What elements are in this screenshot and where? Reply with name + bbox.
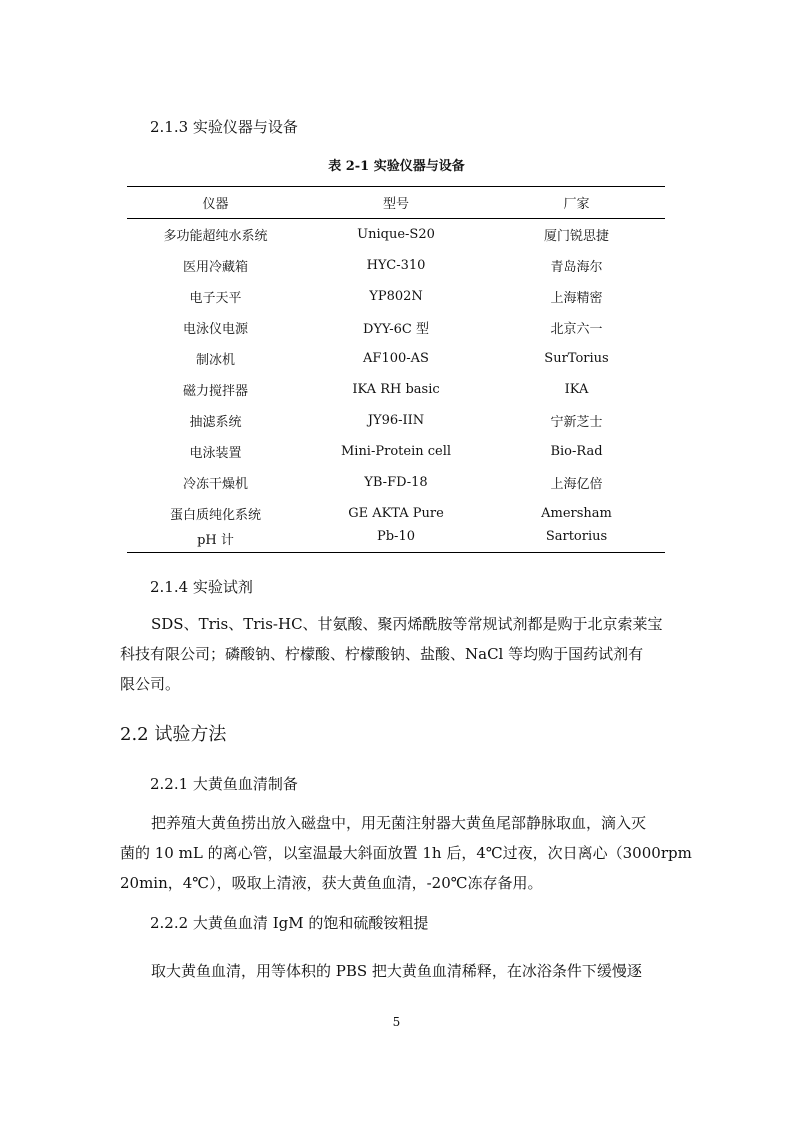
table-row: [127, 250, 665, 281]
serum-preparation-paragraph: [120, 808, 692, 898]
table-cell: DYY-6C 型: [363, 321, 429, 337]
table-cell: YP802N: [369, 288, 423, 304]
heading-2-1-3: 2.1.3 实验仪器与设备: [150, 118, 298, 136]
heading-2-1-4: 2.1.4 实验试剂: [150, 578, 253, 596]
table-cell: 电泳装置: [189, 445, 242, 461]
table-cell: 医用冷藏箱: [182, 259, 248, 275]
paragraph-line: 科技有限公司；磷酸钠、柠檬酸、柠檬酸钠、盐酸、NaCl 等均购于国药试剂有: [120, 645, 644, 663]
paragraph-line: 20min，4℃），吸取上清液，获大黄鱼血清，-20℃冻存备用。: [120, 874, 543, 892]
table-cell: SurTorius: [544, 350, 609, 366]
heading-2-2-2: 2.2.2 大黄鱼血清 IgM 的饱和硫酸铵粗提: [150, 914, 429, 932]
table-row: [127, 498, 665, 529]
paragraph-line: 取大黄鱼血清，用等体积的 PBS 把大黄鱼血清稀释，在冰浴条件下缓慢逐: [151, 962, 642, 980]
table-cell: AF100-AS: [363, 350, 429, 366]
table-cell: 上海亿倍: [550, 476, 603, 492]
table-row: [127, 374, 665, 405]
paragraph-line: SDS、Tris、Tris-HC、甘氨酸、聚丙烯酰胺等常规试剂都是购于北京索莱宝: [151, 615, 663, 633]
paragraph-line: 菌的 10 mL 的离心管，以室温最大斜面放置 1h 后，4℃过夜，次日离心（3000rpm: [120, 844, 692, 862]
table-cell: JY96-IIN: [367, 412, 425, 428]
table-cell: Pb-10: [304, 529, 488, 553]
table-cell: IKA RH basic: [352, 381, 440, 397]
igm-extraction-paragraph: [120, 956, 680, 986]
table-cell: GE AKTA Pure: [348, 505, 444, 521]
table-caption: 表 2-1 实验仪器与设备: [328, 159, 465, 174]
table-cell: 多功能超纯水系统: [163, 228, 268, 244]
paragraph-line: 把养殖大黄鱼捞出放入磁盘中，用无菌注射器大黄鱼尾部静脉取血，滴入灭: [151, 814, 647, 832]
reagents-paragraph: [120, 609, 680, 699]
table-cell: 蛋白质纯化系统: [169, 507, 261, 523]
equipment-table: [127, 186, 665, 553]
table-cell: YB-FD-18: [364, 474, 428, 490]
table-row: [127, 405, 665, 436]
table-cell: 电泳仪电源: [182, 321, 248, 337]
table-cell: Amersham: [541, 505, 612, 521]
table-cell: 厦门锐思捷: [543, 228, 609, 244]
table-row: [127, 529, 665, 553]
table-cell: IKA: [564, 381, 589, 397]
table-row: [127, 281, 665, 312]
table-cell: 抽滤系统: [189, 414, 242, 430]
table-cell: HYC-310: [366, 257, 426, 273]
table-cell: 冷冻干燥机: [182, 476, 248, 492]
table-row: [127, 343, 665, 374]
column-header: 型号: [304, 187, 488, 219]
table-cell: Bio-Rad: [550, 443, 603, 459]
table-cell: 宁新芝士: [550, 414, 603, 430]
heading-2-2-1: 2.2.1 大黄鱼血清制备: [150, 775, 298, 793]
column-header: 仪器: [127, 187, 304, 219]
table-cell: Sartorius: [488, 529, 665, 553]
table-cell: Mini-Protein cell: [340, 443, 452, 459]
table-cell: 青岛海尔: [550, 259, 603, 275]
page-number: 5: [392, 1015, 401, 1029]
table-header-row: [127, 187, 665, 219]
paragraph-line: 限公司。: [120, 675, 181, 693]
table-row: [127, 467, 665, 498]
table-row: [127, 312, 665, 343]
table-row: [127, 219, 665, 250]
table-cell: 北京六一: [550, 321, 603, 337]
table-cell: 磁力搅拌器: [182, 383, 248, 399]
section-2-2-title: 2.2 试验方法: [120, 724, 227, 745]
table-row: [127, 436, 665, 467]
table-cell: 电子天平: [189, 290, 242, 306]
column-header: 厂家: [488, 187, 665, 219]
table-cell: 上海精密: [550, 290, 603, 306]
table-cell: Unique-S20: [357, 226, 435, 242]
table-cell: pH 计: [127, 529, 304, 553]
table-cell: 制冰机: [195, 352, 235, 368]
